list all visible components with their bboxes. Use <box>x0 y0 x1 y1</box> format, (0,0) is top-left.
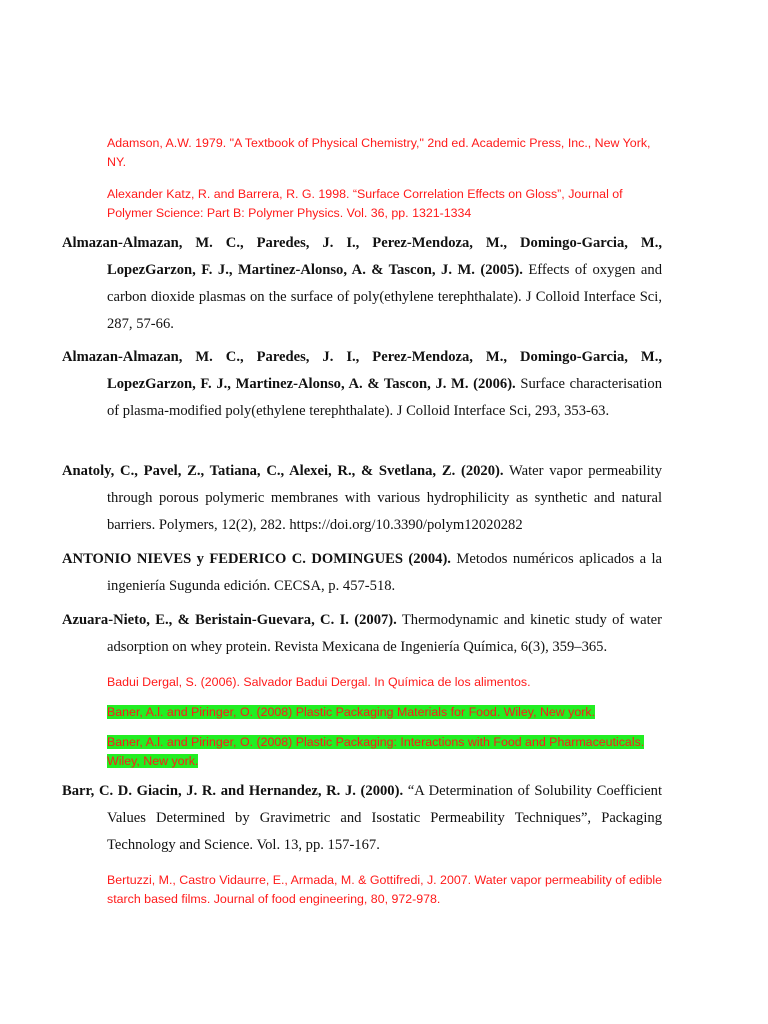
reference-text: Adamson, A.W. 1979. "A Textbook of Physical Chemistry," 2nd ed. Academic Press, Inc., New York, NY. <box>107 136 651 169</box>
reference-details: Water vapor permeability through porous polymeric membranes with various hydrophilicity as synthetic and natural barriers. Polymers, 12(2), 282. https://doi.org/10.3390/polym12020282 <box>107 463 662 533</box>
reference-details: Effects of oxygen and carbon dioxide plasmas on the surface of poly(ethylene terephthalate). J Colloid Interface Sci, 287, 57-66. <box>107 262 662 332</box>
reference-details: “A Determination of Solubility Coefficient Values Determined by Gravimetric and Isostatic Permeability Techniques”, Packaging Technology and Science. Vol. 13, pp. 157-167. <box>107 783 663 853</box>
reference-badui <box>107 673 667 692</box>
reference-details: Thermodynamic and kinetic study of water adsorption on whey protein. Revista Mexicana de Ingeniería Química, 6(3), 359–365. <box>107 612 662 655</box>
highlighted-reference-text: Baner, A.l. and Piringer, O. (2008) Plastic Packaging: Interactions with Food and Pharmaceuticals. Wiley, New york. <box>107 735 645 768</box>
reference-details: Metodos numéricos aplicados a la ingeniería Sugunda edición. CECSA, p. 457-518. <box>107 551 663 594</box>
highlighted-reference-text: Baner, A.l. and Piringer, O. (2008) Plastic Packaging Materials for Food. Wiley, New york. <box>107 705 596 719</box>
reference-text: Alexander Katz, R. and Barrera, R. G. 1998. “Surface Correlation Effects on Gloss”, Journal of Polymer Science: Part B: Polymer Physics. Vol. 36, pp. 1321-1334 <box>107 187 623 220</box>
reference-authors: Almazan-Almazan, M. C., Paredes, J. I., Perez-Mendoza, M., Domingo-Garcia, M., LopezGarzon, F. J., Martinez-Alonso, A. & Tascon, J. M. (2006). <box>62 349 662 392</box>
reference-authors: Azuara-Nieto, E., & Beristain-Guevara, C. I. (2007). <box>62 612 397 628</box>
reference-adamson <box>107 134 667 172</box>
reference-almazan-2005 <box>62 230 662 338</box>
reference-baner-materials <box>107 703 667 722</box>
reference-text: Badui Dergal, S. (2006). Salvador Badui Dergal. In Química de los alimentos. <box>107 675 531 689</box>
reference-nieves <box>62 546 662 600</box>
reference-text: Bertuzzi, M., Castro Vidaurre, E., Armada, M. & Gottifredi, J. 2007. Water vapor permeability of edible starch based films. Journal of food engineering, 80, 972-978. <box>107 873 663 906</box>
reference-authors: Anatoly, C., Pavel, Z., Tatiana, C., Alexei, R., & Svetlana, Z. (2020). <box>62 463 504 479</box>
reference-azuara <box>62 607 662 661</box>
reference-almazan-2006 <box>62 344 662 425</box>
reference-baner-interactions <box>107 733 667 771</box>
reference-barr <box>62 778 662 859</box>
reference-katz <box>107 185 667 223</box>
reference-bertuzzi <box>107 871 667 909</box>
reference-anatoly <box>62 458 662 539</box>
reference-authors: Almazan-Almazan, M. C., Paredes, J. I., Perez-Mendoza, M., Domingo-Garcia, M., LopezGarzon, F. J., Martinez-Alonso, A. & Tascon, J. M. (2005). <box>62 235 662 278</box>
reference-authors: Barr, C. D. Giacin, J. R. and Hernandez, R. J. (2000). <box>62 783 404 799</box>
reference-authors: ANTONIO NIEVES y FEDERICO C. DOMINGUES (2004). <box>62 551 451 567</box>
reference-details: Surface characterisation of plasma-modified poly(ethylene terephthalate). J Colloid Interface Sci, 293, 353-63. <box>107 376 662 419</box>
